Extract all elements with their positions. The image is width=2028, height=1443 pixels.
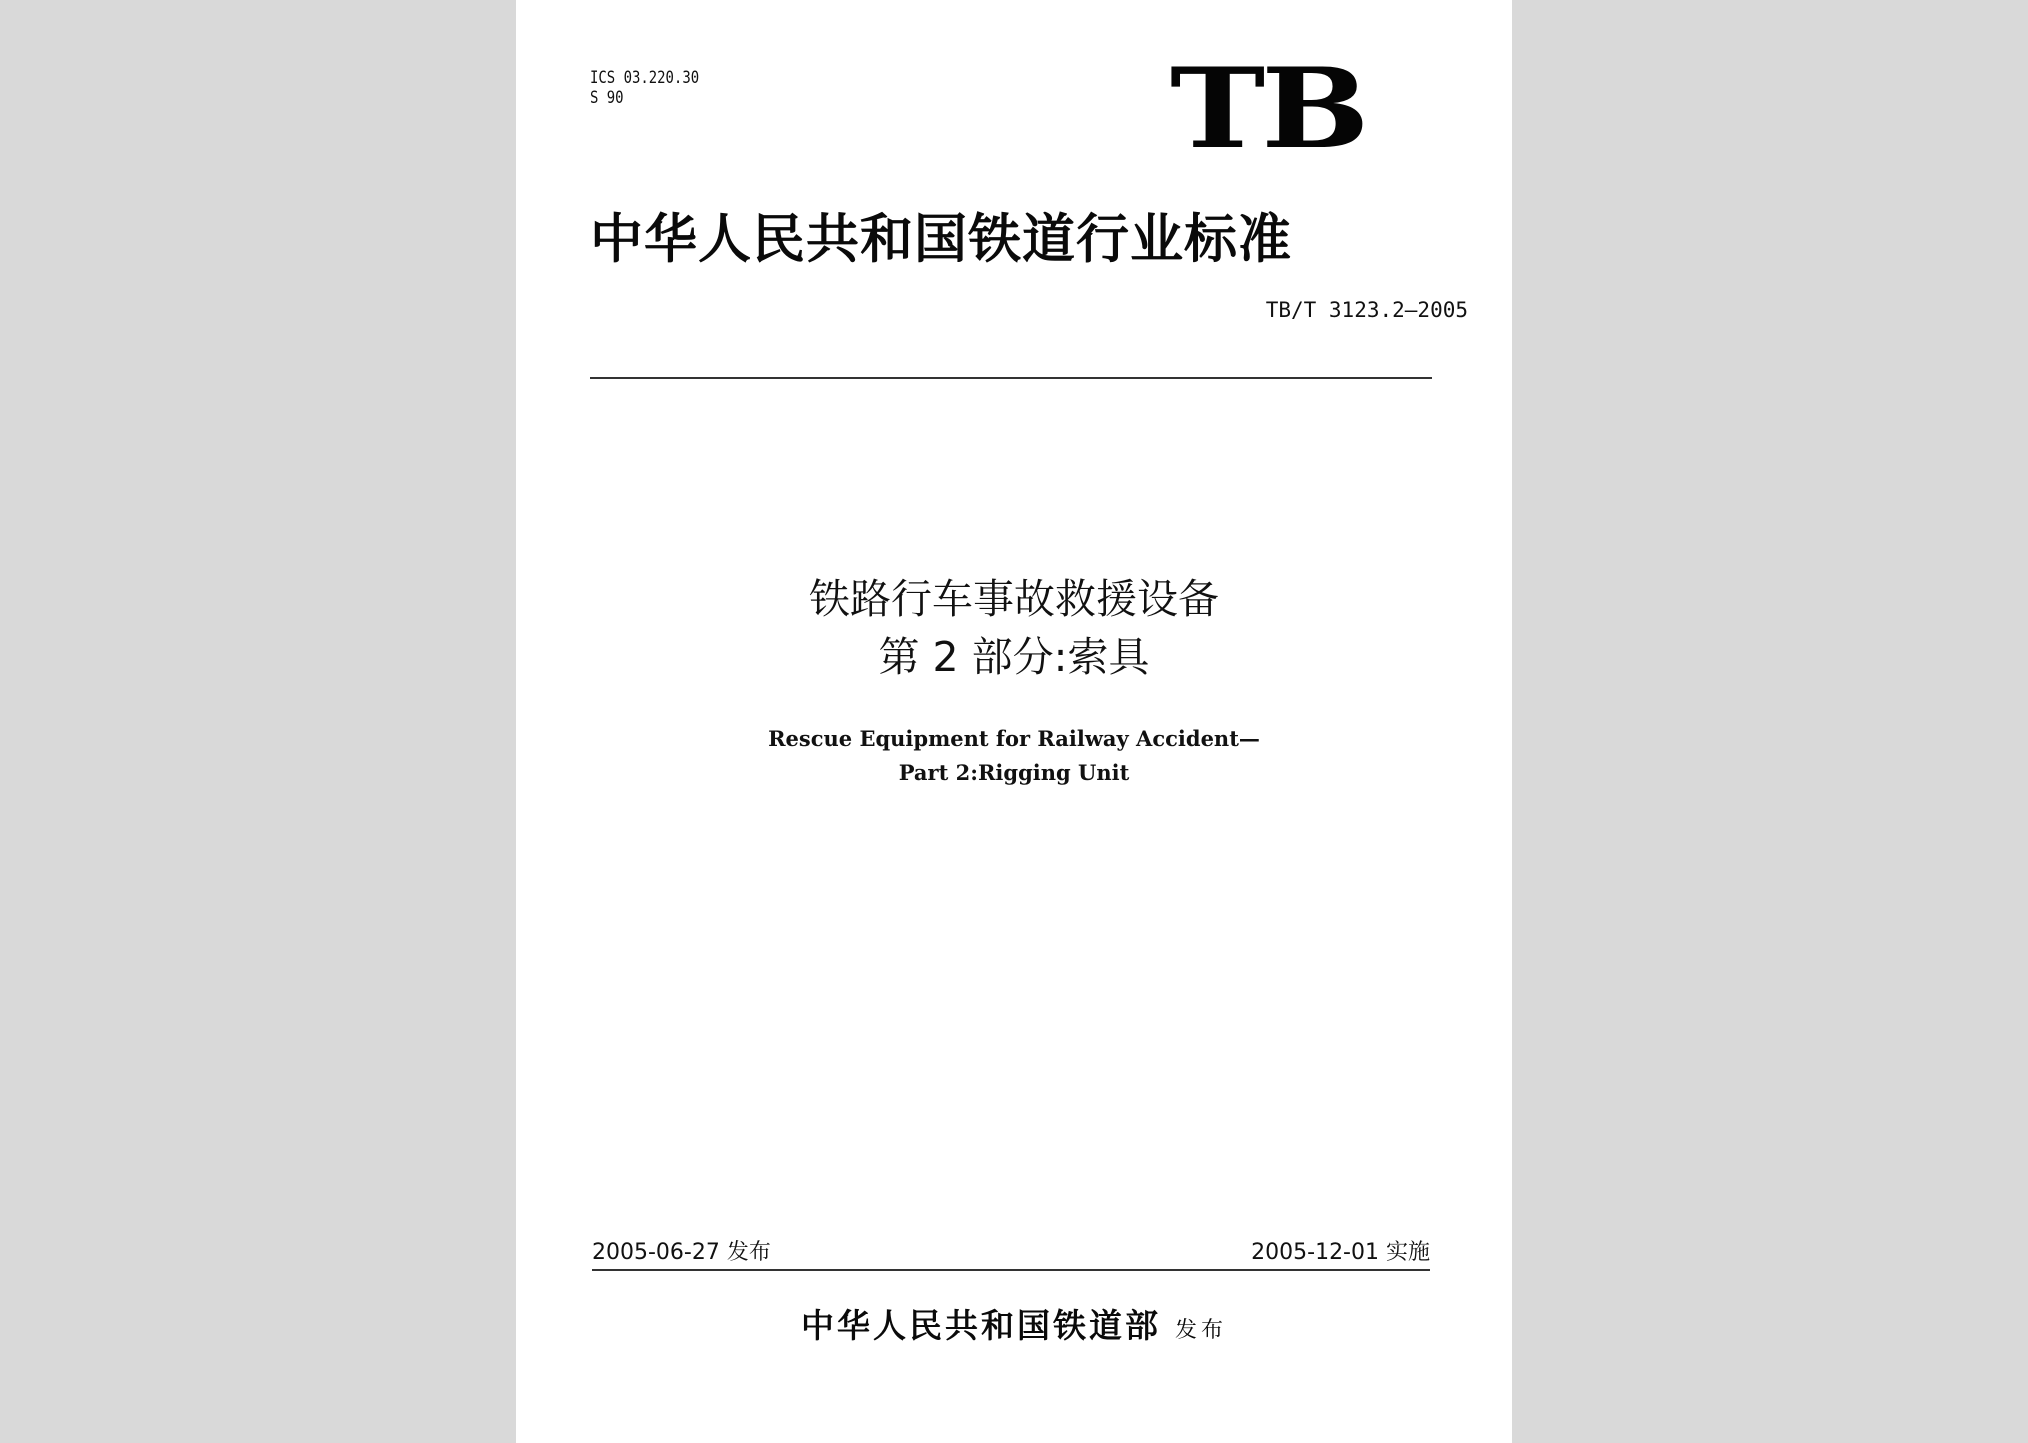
effective-date: 2005-12-01 实施 xyxy=(1251,1240,1430,1265)
publisher xyxy=(516,1300,1512,1347)
issue-date: 2005-06-27 发布 xyxy=(592,1240,771,1265)
chinese-title-line-1: 铁路行车事故救援设备 xyxy=(809,575,1219,623)
standard-number: TB/T 3123.2—2005 xyxy=(1265,298,1468,322)
classification-codes xyxy=(590,68,699,108)
english-title xyxy=(516,722,1512,790)
tb-logo: TB xyxy=(1170,44,1366,174)
chinese-title-line-2: 第 2 部分:索具 xyxy=(878,633,1150,681)
publisher-name: 中华人民共和国铁道部 xyxy=(800,1306,1161,1345)
chinese-title xyxy=(516,570,1512,686)
ics-code: ICS 03.220.30 xyxy=(590,68,700,88)
header-divider xyxy=(590,377,1432,379)
publisher-action: 发布 xyxy=(1174,1318,1227,1343)
english-title-line-1: Rescue Equipment for Railway Accident— xyxy=(768,726,1260,751)
document-page xyxy=(516,0,1512,1443)
standard-title: 中华人民共和国铁道行业标准 xyxy=(590,209,1292,270)
footer-divider xyxy=(592,1269,1430,1271)
category-code: S 90 xyxy=(590,88,624,108)
english-title-line-2: Part 2:Rigging Unit xyxy=(898,760,1130,785)
date-row xyxy=(592,1238,1430,1268)
